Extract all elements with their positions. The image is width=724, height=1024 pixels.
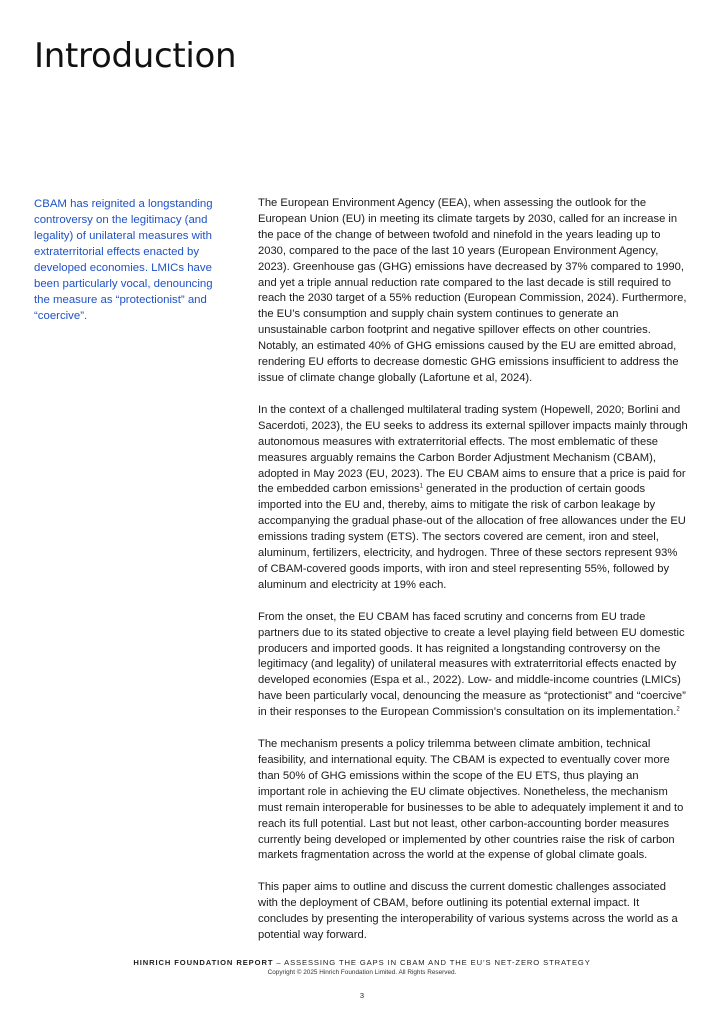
footer-copyright: Copyright © 2025 Hinrich Foundation Limited. All Rights Reserved. xyxy=(267,969,457,976)
footer-title: – ASSESSING THE GAPS IN CBAM AND THE EU’S NET-ZERO STRATEGY xyxy=(273,958,591,967)
paragraph-2-text-b: generated in the production of certain goods imported into the EU and, thereby, aims to mitigate the risk of carbon leakage by accompanying the gradual phase-out of the allocation of free allowances under the EU emissions trading system (ETS). The sectors covered are cement, iron and steel, aluminum, fertilizers, electricity, and hydrogen. Three of these sectors represent 93% of CBAM-covered goods imports, with iron and steel representing 55%, followed by aluminum and electricity at 19% each. xyxy=(258,483,686,591)
footer-report-title xyxy=(0,958,724,967)
paragraph-2-text-a: In the context of a challenged multilateral trading system (Hopewell, 2020; Borlini and Sacerdoti, 2023), the EU seeks to address its external spillover impacts mainly through autonomous measures with extraterritorial effects. The most emblematic of these measures arguably remains the Carbon Border Adjustment Mechanism (CBAM), adopted in May 2023 (EU, 2023). The EU CBAM aims to ensure that a price is paid for the embedded carbon emissions xyxy=(258,403,688,496)
page-title: Introduction xyxy=(34,36,237,76)
page-number: 3 xyxy=(359,991,365,1000)
footer-org: HINRICH FOUNDATION REPORT xyxy=(133,958,274,967)
pull-quote: CBAM has reignited a longstanding controversy on the legitimacy (and legality) of unilateral measures with extraterritorial effects enacted by developed economies. LMICs have been particularly vocal, denouncing the measure as “protectionist” and “coercive”. xyxy=(34,198,213,322)
paragraph-4: The mechanism presents a policy trilemma between climate ambition, technical feasibility, and international equity. The CBAM is expected to eventually cover more than 50% of GHG emissions within the scope of the EU ETS, thus playing an important role in achieving the EU climate objectives. Nonetheless, the mechanism must remain interoperable for businesses to be able to adequately implement it and to reach its full potential. Last but not least, other carbon-accounting border measures currently being developed or implemented by other countries raise the risk of carbon markets fragmentation across the world at the expense of global climate goals. xyxy=(258,738,684,862)
paragraph-1: The European Environment Agency (EEA), when assessing the outlook for the European Union (EU) in meeting its climate targets by 2030, called for an increase in the pace of the change of between twofold and ninefold in the years leading up to 2030, compared to the pace of the last 10 years (European Environment Agency, 2023). Greenhouse gas (GHG) emissions have decreased by 37% compared to 1990, and yet a triple annual reduction rate compared to the last decade is still required to reach the 2030 target of a 55% reduction (European Commission, 2024). Furthermore, the EU’s consumption and supply chain system continues to generate an unsustainable carbon footprint and negative spillover effects on other countries. Notably, an estimated 40% of GHG emissions caused by the EU are emitted abroad, rendering EU efforts to decrease domestic GHG emissions insufficient to address the issue of climate change globally (Lafortune et al, 2024). xyxy=(258,197,687,384)
footnote-ref-1[interactable]: 1 xyxy=(419,483,424,490)
footnote-ref-2[interactable]: 2 xyxy=(676,706,680,713)
paragraph-3 xyxy=(258,610,688,721)
paragraph-2 xyxy=(258,403,688,594)
paragraph-3-text: From the onset, the EU CBAM has faced scrutiny and concerns from EU trade partners due to its stated objective to create a level playing field between EU domestic producers and imported goods. It has reignited a longstanding controversy on the legitimacy (and legality) of unilateral measures with extraterritorial effects enacted by developed economies (Espa et al., 2022). Low- and middle-income countries (LMICs) have been particularly vocal, denouncing the measure as “protectionist” and “coercive” in their responses to the European Commission’s consultation on its implementation. xyxy=(258,610,686,719)
body-text xyxy=(258,196,688,960)
paragraph-5: This paper aims to outline and discuss the current domestic challenges associated with the deployment of CBAM, before outlining its potential external impact. It concludes by presenting the interoperability of various systems across the world as a potential way forward. xyxy=(258,881,678,942)
